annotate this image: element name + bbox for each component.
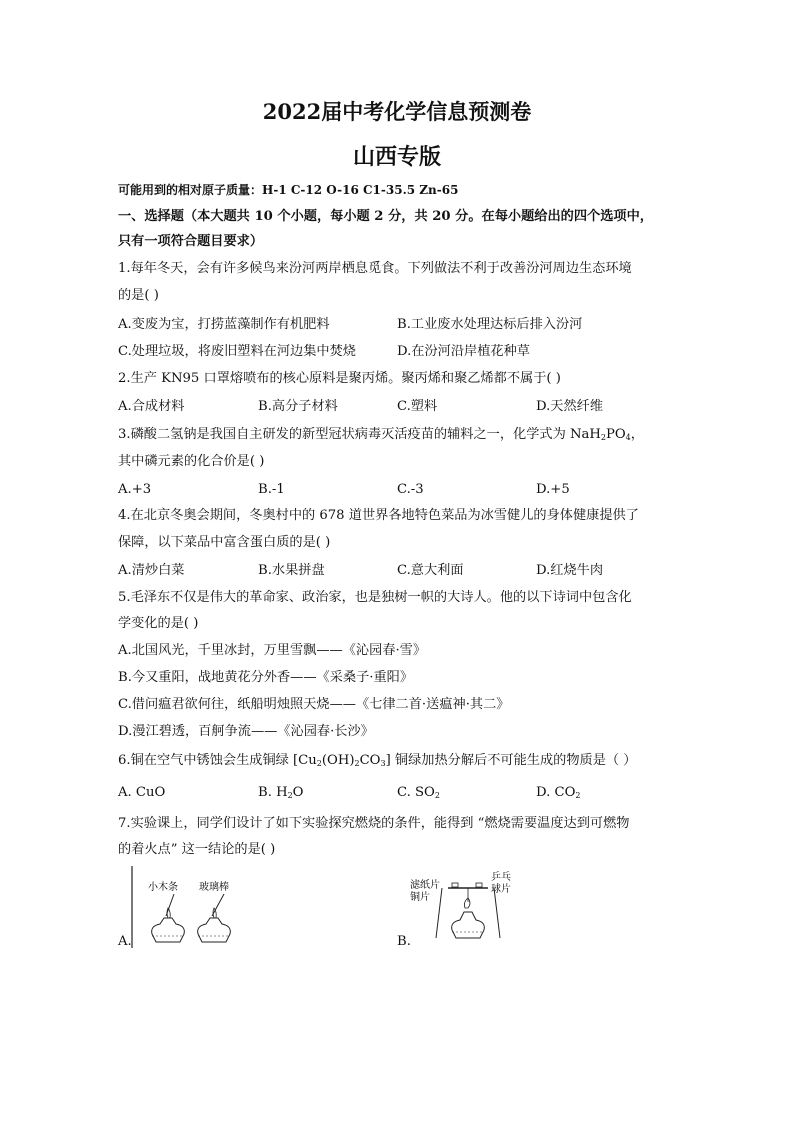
question-2-option-c: C.塑料 <box>397 399 438 414</box>
figure-a-label-left: 小木条 <box>148 882 178 893</box>
question-4-line1: 4.在北京冬奥会期间，冬奥村中的 678 道世界各地特色菜品为冰雪健儿的身体健康提供了 <box>118 508 639 523</box>
section-heading-line2: 只有一项符合题目要求） <box>118 234 264 249</box>
question-5-line2: 学变化的是( ) <box>118 616 199 631</box>
figure-b-drawing <box>408 868 523 944</box>
question-1-option-b: B.工业废水处理达标后排入汾河 <box>397 317 583 332</box>
question-2-option-b: B.高分子材料 <box>258 399 338 414</box>
question-5-option-a: A.北国风光，千里冰封，万里雪飘——《沁园春·雪》 <box>118 643 427 658</box>
question-1-option-a: A.变废为宝，打捞蓝藻制作有机肥料 <box>118 317 330 332</box>
question-4-option-a: A.清炒白菜 <box>118 563 185 578</box>
question-5-line1: 5.毛泽东不仅是伟大的革命家、政治家，也是独树一帜的大诗人。他的以下诗词中包含化 <box>118 590 632 605</box>
question-2-option-d: D.天然纤维 <box>536 399 604 414</box>
question-3-option-a: A.+3 <box>118 482 152 497</box>
question-5-option-b: B.今又重阳，战地黄花分外香——《采桑子·重阳》 <box>118 670 414 685</box>
question-6-co: CO <box>359 753 381 768</box>
question-6-sub-2b: 2 <box>354 759 360 768</box>
figure-b-label-filter-paper: 滤纸片 <box>410 880 440 891</box>
figure-b-label-copper: 铜片 <box>410 892 430 903</box>
question-6-sub-2a: 2 <box>316 759 322 768</box>
question-3-sub-2: 2 <box>600 433 606 442</box>
question-6-option-d-co: D. CO <box>536 785 576 800</box>
question-3-po: PO <box>605 427 626 442</box>
question-1-option-d: D.在汾河沿岸植花种草 <box>397 344 530 359</box>
question-5-option-c: C.借问瘟君欲何往，纸船明烛照天烧——《七律二首·送瘟神·其二》 <box>118 697 510 712</box>
question-6-option-d <box>536 784 580 805</box>
question-3-option-c: C.-3 <box>397 482 424 497</box>
question-6-option-d-sub: 2 <box>575 791 581 800</box>
section-heading-line1: 一、选择题（本大题共 10 个小题，每小题 2 分，共 20 分。在每小题给出的四个选项中， <box>118 209 653 224</box>
question-6-option-c <box>397 784 440 805</box>
question-4-line2: 保障，以下菜品中富含蛋白质的是( ) <box>118 535 331 550</box>
figure-b-label-pingpong-bottom: 球片 <box>491 884 511 895</box>
question-7-line2: 的着火点” 这一结论的是( ) <box>118 842 276 857</box>
question-3-comma: ， <box>630 427 644 442</box>
question-5-option-d: D.漫江碧透，百舸争流——《沁园春·长沙》 <box>118 724 374 739</box>
figure-b-label-pingpong-top: 乒乓 <box>491 872 511 883</box>
question-2-line1: 2.生产 KN95 口罩熔喷布的核心原料是聚丙烯。聚丙烯和聚乙烯都不属于( ) <box>118 371 561 386</box>
question-7-line1: 7.实验课上，同学们设计了如下实验探究燃烧的条件，能得到 “燃烧需要温度达到可燃物 <box>118 816 630 831</box>
figure-a <box>130 866 250 950</box>
question-6-oh: (OH) <box>321 753 355 768</box>
question-1-option-c: C.处理垃圾，将废旧塑料在河边集中焚烧 <box>118 344 356 359</box>
question-4-option-d: D.红烧牛肉 <box>536 563 604 578</box>
question-6-text: 6.铜在空气中锈蚀会生成铜绿 [Cu <box>118 753 317 768</box>
figure-a-drawing <box>130 866 250 950</box>
page-title: 2022届中考化学信息预测卷 <box>262 99 532 124</box>
question-6-option-b-h: B. H <box>258 785 288 800</box>
question-3-sub-4: 4 <box>625 433 631 442</box>
question-3-line1 <box>118 426 678 447</box>
question-6-option-b <box>258 784 303 805</box>
question-4-option-b: B.水果拼盘 <box>258 563 325 578</box>
question-6-option-a: A. CuO <box>118 785 166 800</box>
question-6-sub-3: 3 <box>380 759 386 768</box>
figure-b <box>408 868 523 944</box>
question-6-line1 <box>118 752 678 773</box>
question-1-line2: 的是( ) <box>118 288 159 303</box>
question-6-option-c-so: C. SO <box>397 785 435 800</box>
question-6-option-b-sub: 2 <box>287 791 293 800</box>
figure-a-label-right: 玻璃棒 <box>199 882 229 893</box>
question-3-line2: 其中磷元素的化合价是( ) <box>118 454 265 469</box>
question-2-option-a: A.合成材料 <box>118 399 185 414</box>
question-6-option-b-o: O <box>292 785 304 800</box>
question-3-option-d: D.+5 <box>536 482 570 497</box>
atomic-masses: 可能用到的相对原子质量：H-1 C-12 O-16 C1-35.5 Zn-65 <box>118 183 459 197</box>
question-3-text: 3.磷酸二氢钠是我国自主研发的新型冠状病毒灭活疫苗的辅料之一，化学式为 NaH <box>118 427 601 442</box>
question-3-option-b: B.-1 <box>258 482 285 497</box>
question-7-option-b: B. <box>397 934 411 949</box>
page-subtitle: 山西专版 <box>352 144 441 170</box>
question-6-option-c-sub: 2 <box>434 791 440 800</box>
question-1-line1: 1.每年冬天，会有许多候鸟来汾河两岸栖息觅食。下列做法不利于改善汾河周边生态环境 <box>118 261 632 276</box>
question-7-option-a: A. <box>118 934 132 949</box>
question-4-option-c: C.意大利面 <box>397 563 464 578</box>
question-6-text-end: ] 铜绿加热分解后不可能生成的物质是（ ） <box>385 753 637 768</box>
